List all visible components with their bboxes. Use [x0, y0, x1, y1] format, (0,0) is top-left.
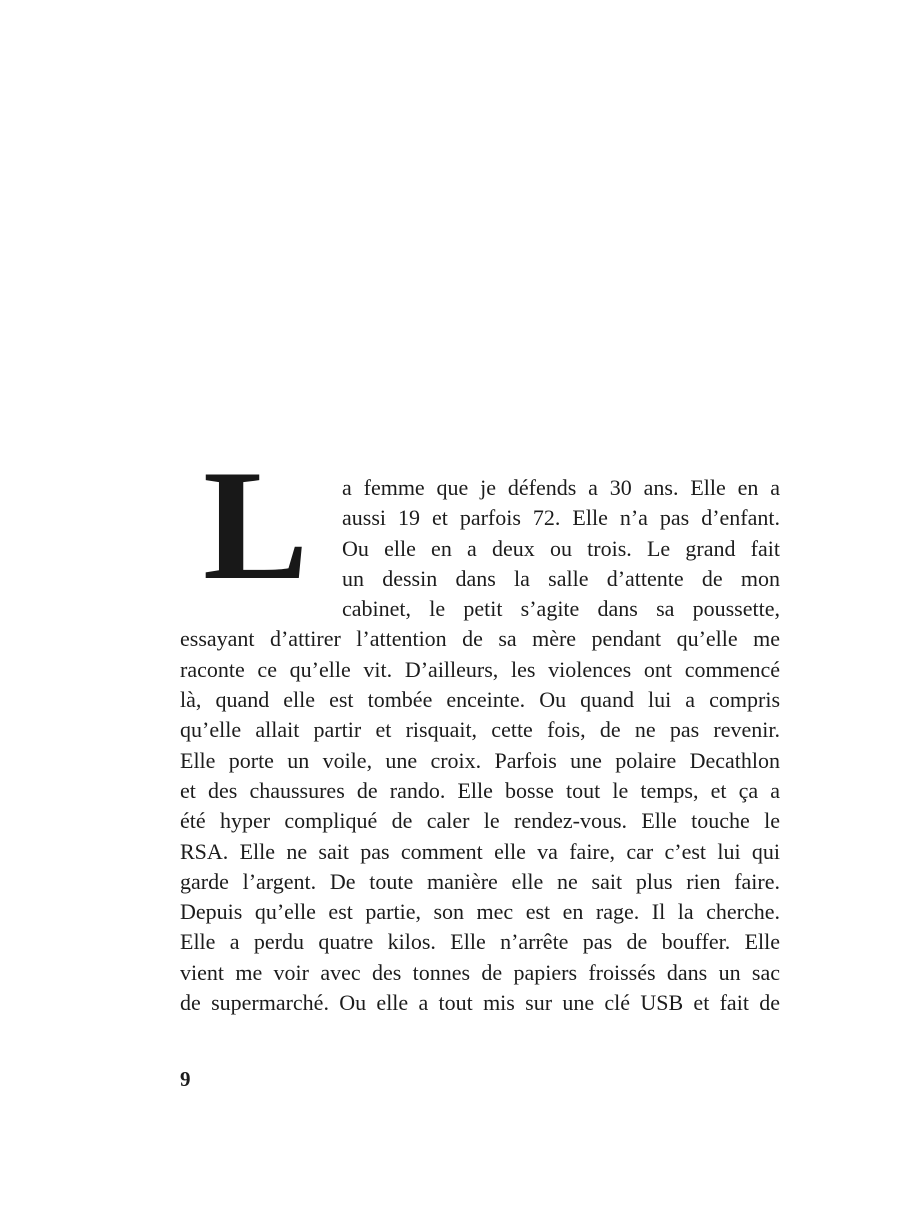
text-line: Depuis qu’elle est partie, son mec est en rage. Il la cherche. — [180, 899, 780, 925]
text-line: de supermarché. Ou elle a tout mis sur une clé USB et fait de — [180, 990, 780, 1016]
text-line: et des chaussures de rando. Elle bosse tout le temps, et ça a — [180, 777, 780, 803]
text-line: Elle a perdu quatre kilos. Elle n’arrête pas de bouffer. Elle — [180, 929, 780, 955]
text-line: là, quand elle est tombée enceinte. Ou quand lui a compris — [180, 687, 780, 713]
text-line: Elle porte un voile, une croix. Parfois une polaire Decathlon — [180, 747, 780, 773]
text-line: vient me voir avec des tonnes de papiers froissés dans un sac — [180, 959, 780, 985]
text-line: qu’elle allait partir et risquait, cette fois, de ne pas revenir. — [180, 717, 780, 743]
text-line: garde l’argent. De toute manière elle ne sait plus rien faire. — [180, 868, 780, 894]
text-line: été hyper compliqué de caler le rendez-vous. Elle touche le — [180, 808, 780, 834]
text-line: un dessin dans la salle d’attente de mon — [342, 565, 780, 591]
text-line: a femme que je défends a 30 ans. Elle en a — [342, 475, 780, 500]
text-line: essayant d’attirer l’attention de sa mère pendant qu’elle me — [180, 626, 780, 652]
text-line: aussi 19 et parfois 72. Elle n’a pas d’enfant. — [342, 505, 780, 531]
drop-cap — [180, 438, 342, 621]
text-line: Ou elle en a deux ou trois. Le grand fait — [342, 535, 780, 561]
body-text — [180, 438, 780, 1018]
text-line: cabinet, le petit s’agite dans sa poussette, — [342, 596, 780, 622]
drop-cap-letter: L — [203, 438, 309, 613]
page-number: 9 — [180, 1067, 191, 1091]
text-line: RSA. Elle ne sait pas comment elle va faire, car c’est lui qui — [180, 838, 780, 864]
text-line: raconte ce qu’elle vit. D’ailleurs, les violences ont commencé — [180, 656, 780, 682]
